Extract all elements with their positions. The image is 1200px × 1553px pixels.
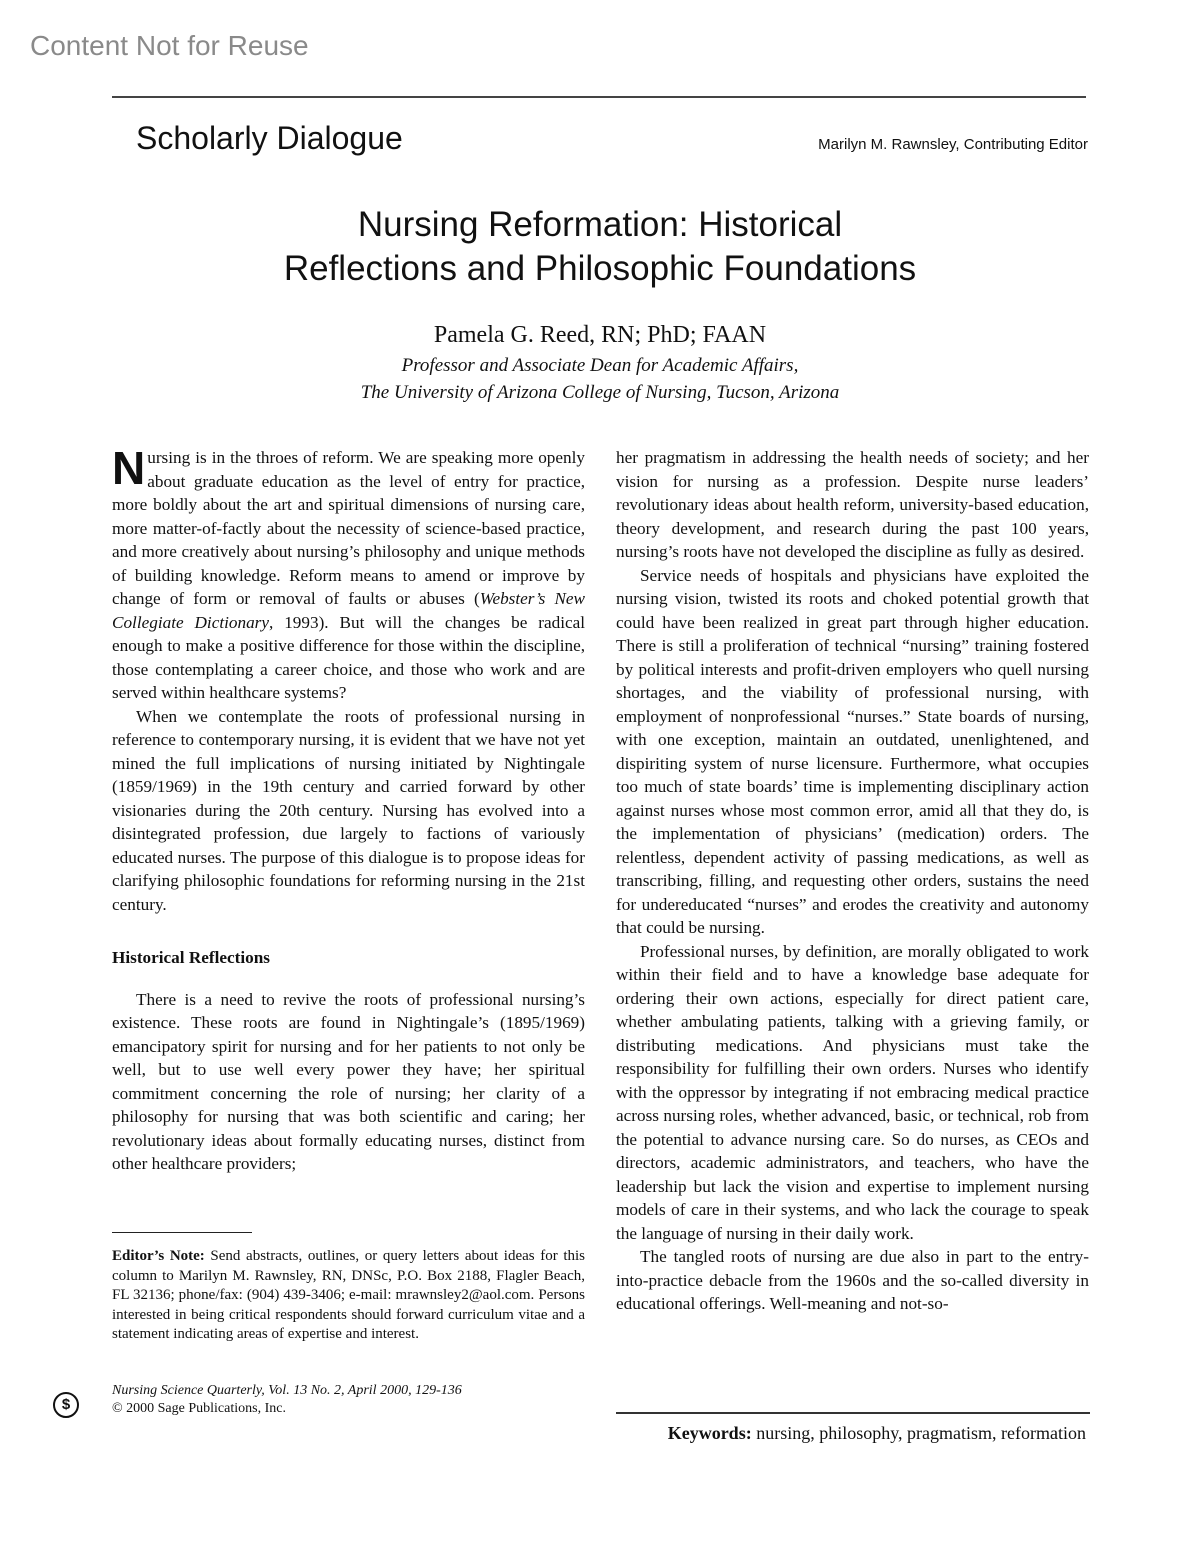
author-affiliation xyxy=(100,352,1100,406)
article-title-line2: Reflections and Philosophic Foundations xyxy=(283,249,917,288)
body-paragraph: There is a need to revive the roots of professional nursing’s existence. These roots are found in Nightingale’s (1895/1969) emancipatory spirit for nursing and for her patients to not only be well, but to use well every power they have; her spiritual commitment concerning the role of nursing; her clarity of a philosophy for nursing that was both scientific and caring; her revolutionary ideas about formally educating nurses, distinct from other healthcare providers; xyxy=(112,989,585,1173)
keywords xyxy=(616,1423,1086,1444)
article-title xyxy=(100,203,1100,291)
citation-title: Webster’s New Collegiate Dictionary xyxy=(112,589,585,632)
drop-cap: N xyxy=(112,442,146,494)
contributing-editor: Marilyn M. Rawnsley, Contributing Editor xyxy=(818,136,1088,153)
body-column-right xyxy=(616,446,1089,1316)
editors-note-label: Editor’s Note: xyxy=(112,1248,205,1264)
body-column-left xyxy=(112,442,586,1176)
sage-logo-icon: $ xyxy=(53,1392,79,1418)
copyright-notice: © 2000 Sage Publications, Inc. xyxy=(112,1401,286,1416)
affiliation-line2: The University of Arizona College of Nursing, Tucson, Arizona xyxy=(360,382,840,403)
affiliation-line1: Professor and Associate Dean for Academic Affairs, xyxy=(401,355,799,376)
footnote-rule xyxy=(112,1232,252,1233)
paragraph-text: ursing is in the throes of reform. We are speaking more openly about graduate education as the level of entry for practice, more boldly about the art and spiritual dimensions of nursing care, more matter-of-factly about the necessity of science-based practice, and more creatively about nursing’s philosophy and unique methods of building knowledge. Reform means to amend or improve by change of form or removal of faults or abuses ( xyxy=(112,448,585,608)
body-paragraph: Professional nurses, by definition, are morally obligated to work within their field and to have a knowledge base adequate for ordering their own actions, especially for direct patient care, whether ambulating patients, talking with a grieving family, or distributing medications. And physicians must take the responsibility for fulfilling their own orders. Nurses who identify with the oppressor by integrating if not embracing medical practice across nursing roles, whether advanced, basic, or technical, rob from the potential to advance nursing care. So do nurses, as CEOs and directors, academic administrators, and teachers, who have the leadership but lack the vision and expertise to implement nursing models of care in their systems, and who lack the courage to speak the language of nursing in their daily work. xyxy=(616,941,1089,1243)
header-rule xyxy=(112,96,1086,98)
body-paragraph: Service needs of hospitals and physicians have exploited the nursing vision, twisted its roots and choked potential growth that could have been realized in great part through higher education. There is still a proliferation of technical “nursing” training fostered by political interests and profit-driven employers who quell nursing shortages, and the viability of professional nursing, with employment of nonprofessional “nurses.” State boards of nursing, with one exception, maintain an outdated, unenlightened, and dispiriting system of nurse licensure. Furthermore, what occupies too much of state boards’ time is implementing disciplinary action against nurses whose most common error, amid all that they do, is the implementation of physicians’ (medication) orders. The relentless, dependent activity of passing medications, as well as transcribing, filling, and requesting other orders, sustains the need for undereducated “nurses” and erodes the creativity and autonomy that could be nursing. xyxy=(616,565,1089,937)
author-name: Pamela G. Reed, RN; PhD; FAAN xyxy=(433,322,767,348)
section-heading: Historical Reflections xyxy=(112,948,270,967)
body-paragraph: The tangled roots of nursing are due also in part to the entry-into-practice debacle from the 1960s and the so-called diversity in educational offerings. Well-meaning and not-so- xyxy=(616,1247,1089,1313)
article-title-line1: Nursing Reformation: Historical xyxy=(357,205,843,244)
keywords-label: Keywords: xyxy=(667,1423,752,1443)
section-title: Scholarly Dialogue xyxy=(136,120,403,156)
editors-note xyxy=(112,1247,585,1345)
body-paragraph: her pragmatism in addressing the health needs of society; and her vision for nursing as a profession. Despite nurse leaders’ revolutionary ideas about health reform, university-based education, theory development, and research during the past 100 years, nursing’s roots have not developed the discipline as fully as desired. xyxy=(616,448,1089,561)
editors-note-text: Send abstracts, outlines, or query letters about ideas for this column to Marilyn M. Rawnsley, RN, DNSc, P.O. Box 2188, Flagler Beach, FL 32136; phone/fax: (904) 439-3406; e-mail: mrawnsley2@aol.com. Persons interested in being critical respondents should forward curriculum vitae and a statement indicating areas of expertise and interest. xyxy=(112,1248,585,1342)
body-paragraph xyxy=(112,442,586,705)
body-paragraph: When we contemplate the roots of professional nursing in reference to contemporary nursing, it is evident that we have not yet mined the full implications of nursing initiated by Nightingale (1859/1969) in the 19th century and carried forward by other visionaries during the 20th century. Nursing has evolved into a disintegrated profession, due largely to factions of variously educated nurses. The purpose of this dialogue is to propose ideas for clarifying philosophic foundations for reforming nursing in the 21st century. xyxy=(112,706,585,914)
journal-citation: Nursing Science Quarterly, Vol. 13 No. 2, April 2000, 129-136 xyxy=(112,1383,462,1398)
watermark-text: Content Not for Reuse xyxy=(30,30,309,61)
paragraph-text: , 1993). But will the changes be radical enough to make a positive difference for those within the discipline, those contemplating a career choice, and those who work and are served within healthcare systems? xyxy=(112,612,586,702)
keywords-rule xyxy=(616,1412,1090,1414)
journal-info xyxy=(112,1382,592,1418)
keywords-list: nursing, philosophy, pragmatism, reformation xyxy=(751,1423,1086,1443)
